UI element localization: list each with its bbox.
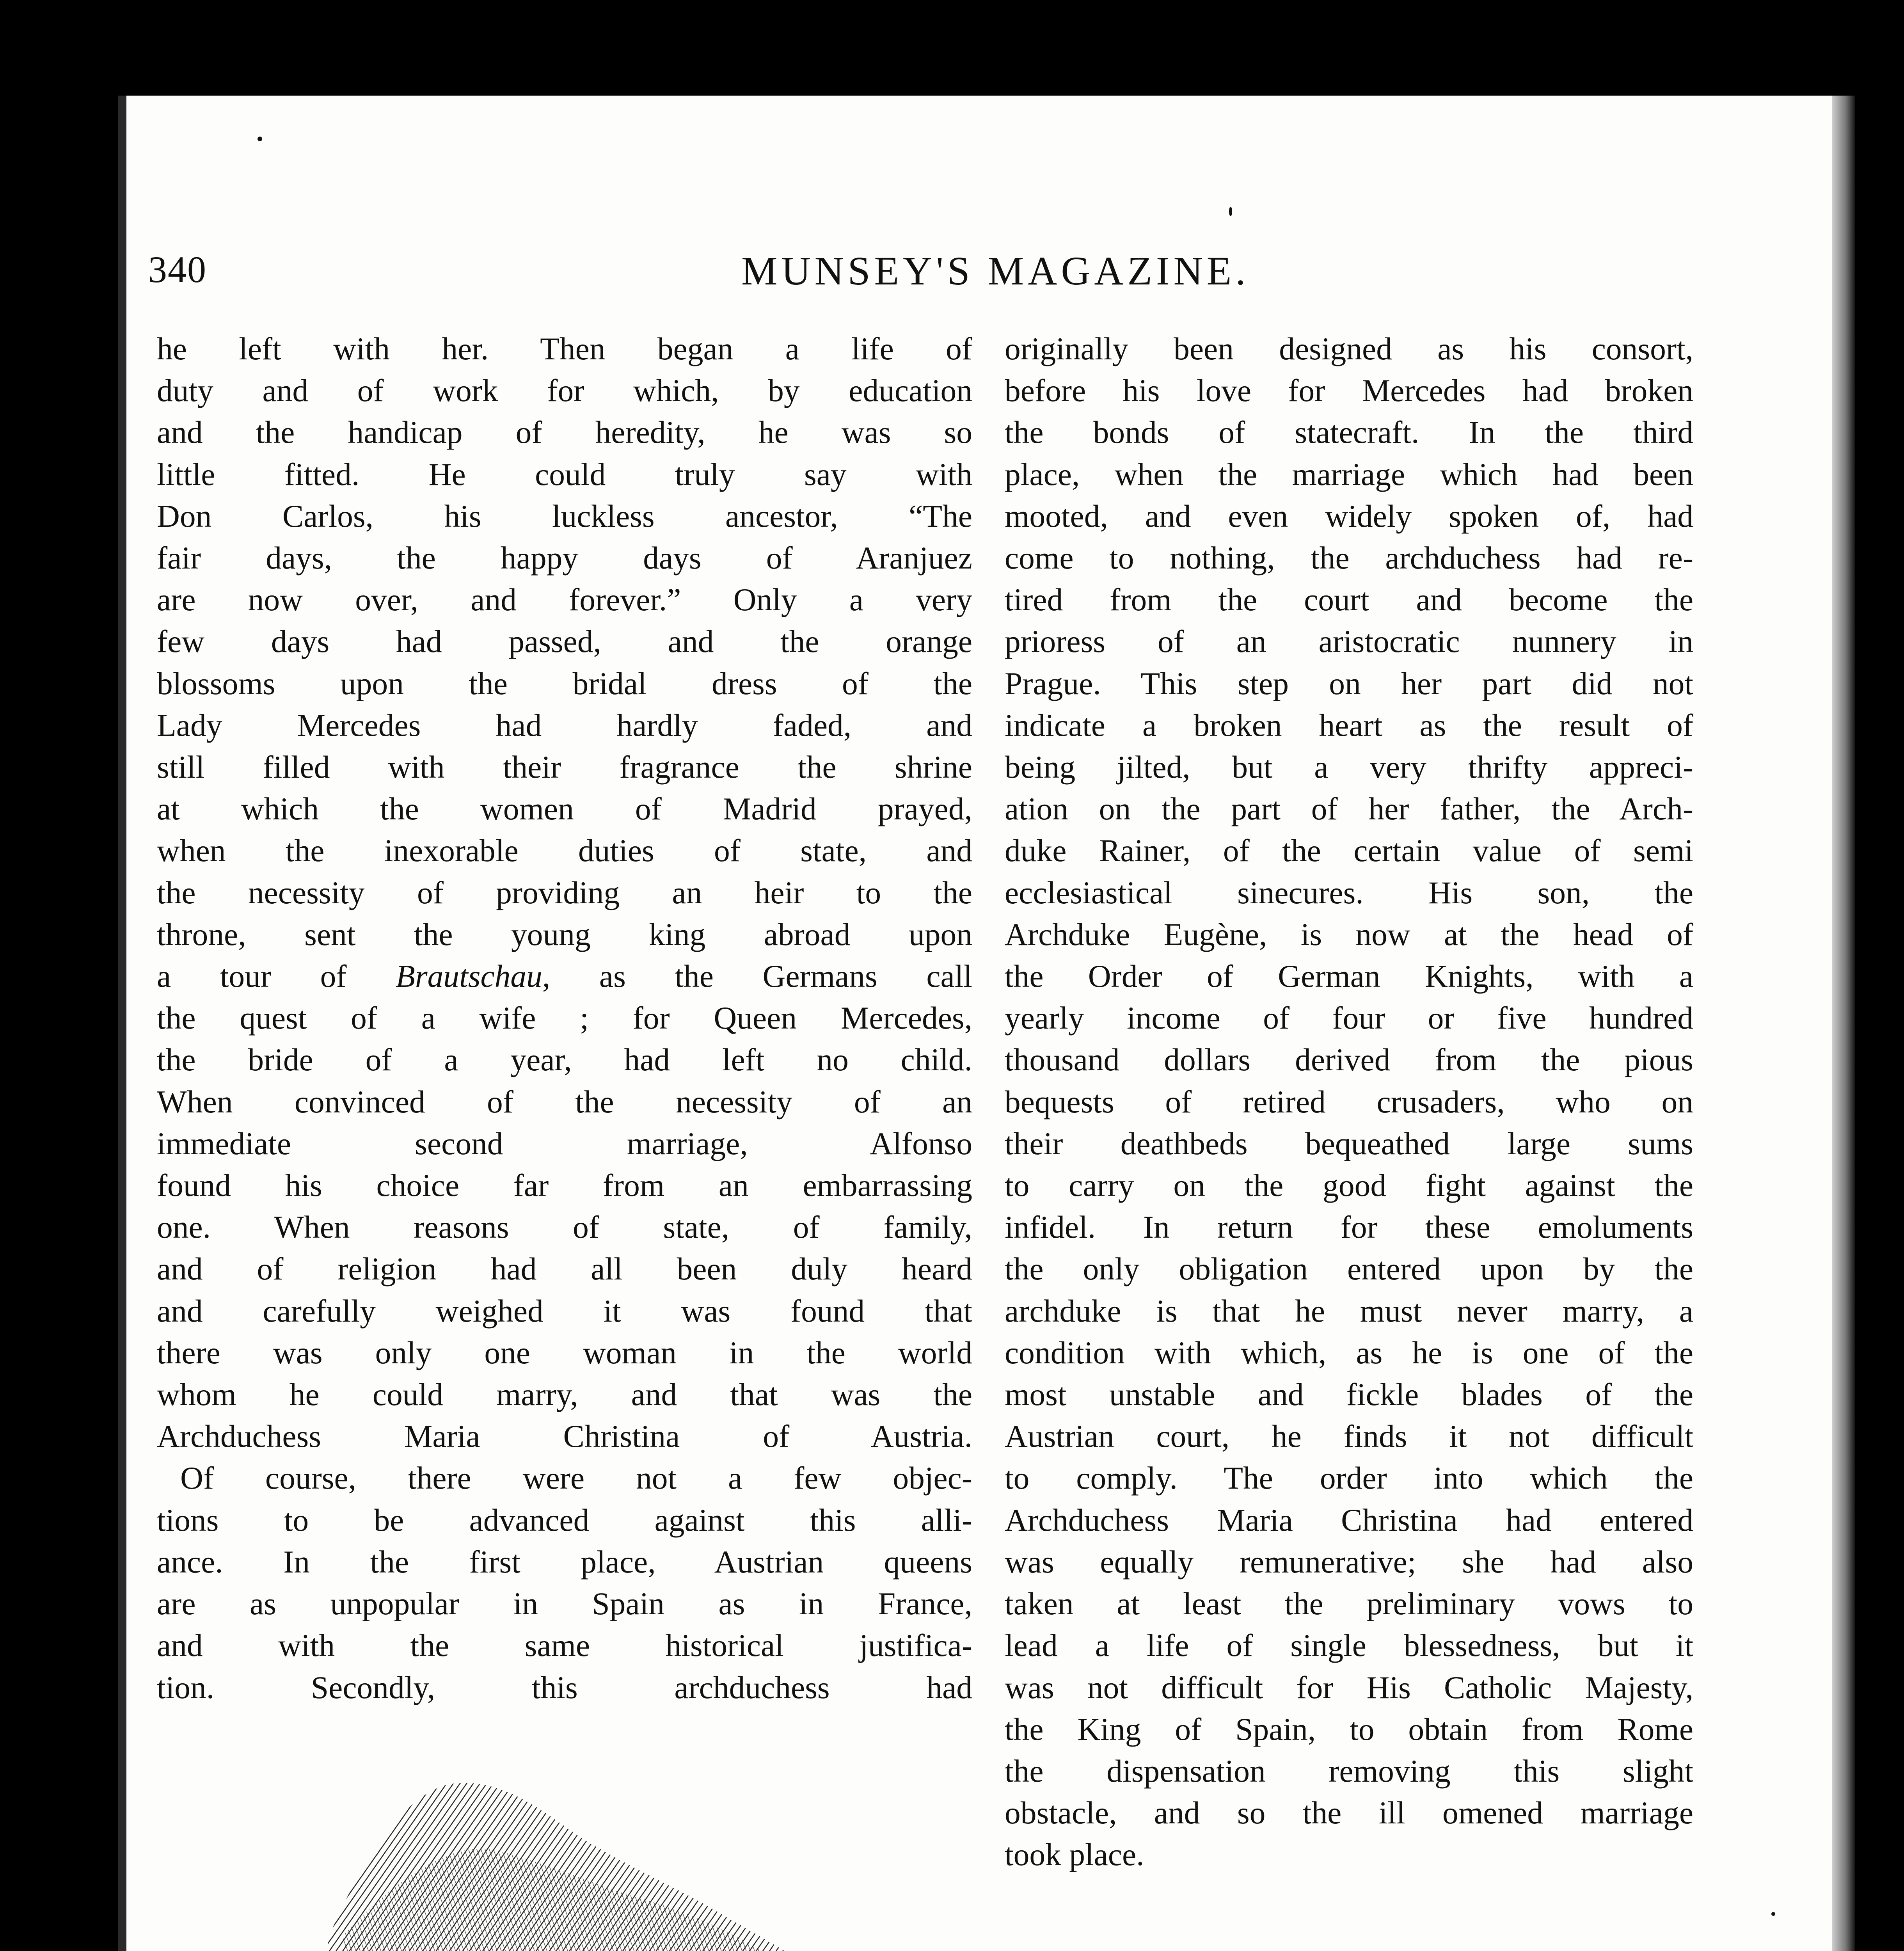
text-line: mooted, and even widely spoken of, had: [1005, 498, 1693, 534]
print-speck: [258, 137, 262, 141]
text-line: taken at least the preliminary vows to: [1005, 1586, 1693, 1622]
left-column: [157, 328, 972, 1708]
text-line: blossoms upon the bridal dress of the: [157, 665, 972, 701]
text-line: to comply. The order into which the: [1005, 1460, 1693, 1496]
text-line: fair days, the happy days of Aranjuez: [157, 540, 972, 576]
right-column: [1005, 328, 1693, 1876]
text-line: whom he could marry, and that was the: [157, 1377, 972, 1413]
text-line: Don Carlos, his luckless ancestor, “The: [157, 498, 972, 534]
text-line: yearly income of four or five hundred: [1005, 1000, 1693, 1036]
left-paragraph-1: [157, 328, 972, 955]
left-paragraph-2: [157, 1457, 972, 1708]
text-line: Prague. This step on her part did not: [1005, 665, 1693, 701]
text-line: most unstable and fickle blades of the: [1005, 1377, 1693, 1413]
town-hillside-illustration: [328, 1772, 1631, 1951]
page-header: [148, 248, 1631, 299]
text-line: the necessity of providing an heir to the: [157, 874, 972, 910]
text-line: tired from the court and become the: [1005, 582, 1693, 618]
text-run: , as the Germans call: [542, 958, 972, 994]
text-line: Austrian court, he finds it not difficult: [1005, 1418, 1693, 1454]
text-line: condition with which, as he is one of the: [1005, 1334, 1693, 1370]
print-speck: [1771, 1912, 1775, 1916]
text-line: archduke is that he must never marry, a: [1005, 1293, 1693, 1329]
text-line: little fitted. He could truly say with: [157, 456, 972, 492]
text-line: ecclesiastical sinecures. His son, the: [1005, 874, 1693, 910]
text-line: still filled with their fragrance the shrine: [157, 749, 972, 785]
text-line: thousand dollars derived from the pious: [1005, 1042, 1693, 1078]
text-line: bequests of retired crusaders, who on: [1005, 1084, 1693, 1119]
text-line: he left with her. Then began a life of: [157, 331, 972, 366]
print-speck: [1229, 207, 1232, 216]
text-line: indicate a broken heart as the result of: [1005, 707, 1693, 743]
text-line: before his love for Mercedes had broken: [1005, 373, 1693, 409]
text-line: duty and of work for which, by education: [157, 373, 972, 409]
text-line: tion. Secondly, this archduchess had: [157, 1669, 972, 1705]
text-line: tions to be advanced against this alli-: [157, 1502, 972, 1538]
text-line: the bonds of statecraft. In the third: [1005, 414, 1693, 450]
text-line: found his choice far from an embarrassing: [157, 1167, 972, 1203]
text-line: infidel. In return for these emoluments: [1005, 1209, 1693, 1245]
text-line: the King of Spain, to obtain from Rome: [1005, 1711, 1693, 1747]
text-line: Archduchess Maria Christina had entered: [1005, 1502, 1693, 1538]
text-line: Archduchess Maria Christina of Austria.: [157, 1418, 972, 1454]
text-line: are as unpopular in Spain as in France,: [157, 1586, 972, 1622]
text-line: and of religion had all been duly heard: [157, 1251, 972, 1287]
text-line: immediate second marriage, Alfonso: [157, 1125, 972, 1161]
text-line: took place.: [1005, 1837, 1144, 1873]
text-line: are now over, and forever.” Only a very: [157, 582, 972, 618]
text-line: being jilted, but a very thrifty appreci-: [1005, 749, 1693, 785]
text-line: ance. In the first place, Austrian queens: [157, 1544, 972, 1580]
text-run: a tour of: [157, 958, 396, 994]
text-line: was not difficult for His Catholic Majesty,: [1005, 1669, 1693, 1705]
text-line: originally been designed as his consort,: [1005, 331, 1693, 366]
text-line: the only obligation entered upon by the: [1005, 1251, 1693, 1287]
text-line: the Order of German Knights, with a: [1005, 958, 1693, 994]
text-line: Archduke Eugène, is now at the head of: [1005, 916, 1693, 952]
text-line: few days had passed, and the orange: [157, 624, 972, 659]
text-line: duke Rainer, of the certain value of semi: [1005, 833, 1693, 869]
text-line: the bride of a year, had left no child.: [157, 1042, 972, 1078]
text-line: the quest of a wife ; for Queen Mercedes,: [157, 1000, 972, 1036]
text-line: Of course, there were not a few objec-: [180, 1460, 972, 1496]
text-line: when the inexorable duties of state, and: [157, 833, 972, 869]
text-line: place, when the marriage which had been: [1005, 456, 1693, 492]
text-line: and carefully weighed it was found that: [157, 1293, 972, 1329]
text-line: there was only one woman in the world: [157, 1334, 972, 1370]
text-line: one. When reasons of state, of family,: [157, 1209, 972, 1245]
text-line: their deathbeds bequeathed large sums: [1005, 1125, 1693, 1161]
text-line: come to nothing, the archduchess had re-: [1005, 540, 1693, 576]
text-line: Lady Mercedes had hardly faded, and: [157, 707, 972, 743]
running-title: MUNSEY'S MAGAZINE.: [741, 249, 1250, 293]
right-paragraph: [1005, 328, 1693, 1876]
italic-word: Brautschau: [396, 958, 542, 994]
left-paragraph-1-rest: [157, 997, 972, 1457]
text-line: to carry on the good fight against the: [1005, 1167, 1693, 1203]
page-edge-shadow: [1832, 96, 1855, 1951]
page-number: 340: [148, 249, 207, 290]
text-line: ation on the part of her father, the Arch-: [1005, 791, 1693, 827]
text-line: at which the women of Madrid prayed,: [157, 791, 972, 827]
text-line: the dispensation removing this slight: [1005, 1753, 1693, 1789]
text-line: was equally remunerative; she had also: [1005, 1544, 1693, 1580]
text-line: and the handicap of heredity, he was so: [157, 414, 972, 450]
text-line: and with the same historical justifica-: [157, 1628, 972, 1663]
text-line: prioress of an aristocratic nunnery in: [1005, 624, 1693, 659]
text-line-italic: [157, 955, 972, 997]
text-line: throne, sent the young king abroad upon: [157, 916, 972, 952]
text-line: obstacle, and so the ill omened marriage: [1005, 1795, 1693, 1831]
text-line: lead a life of single blessedness, but it: [1005, 1628, 1693, 1663]
text-line: When convinced of the necessity of an: [157, 1084, 972, 1119]
